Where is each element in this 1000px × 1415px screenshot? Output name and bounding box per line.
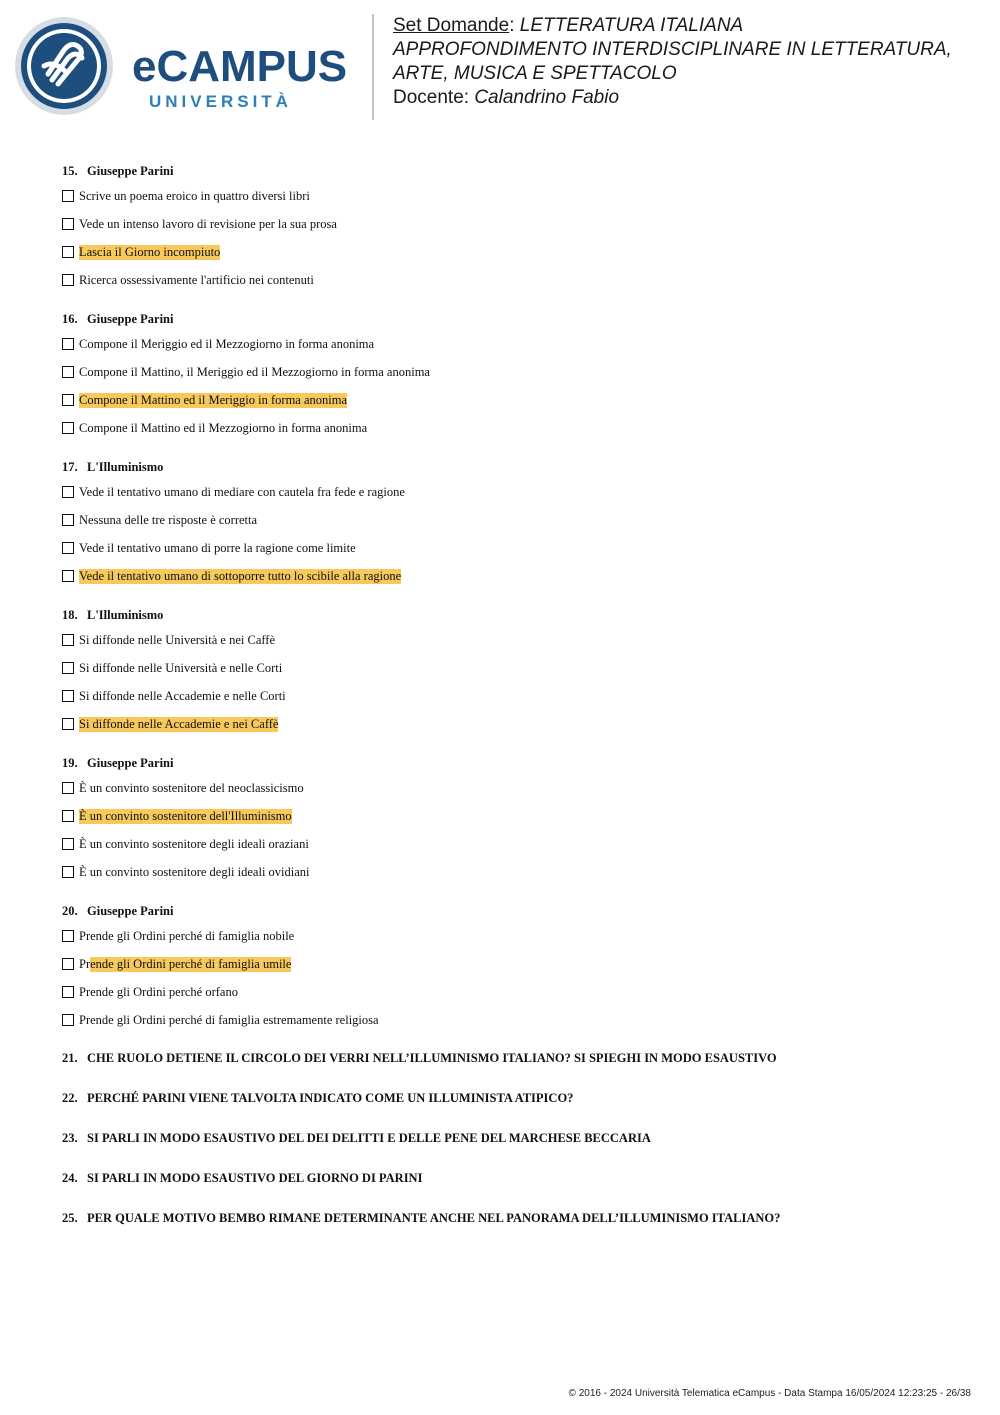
- checkbox[interactable]: [62, 274, 74, 286]
- checkbox[interactable]: [62, 366, 74, 378]
- option-text: Vede il tentativo umano di porre la ragione come limite: [79, 540, 356, 555]
- logo-text: eCAMPUS: [132, 42, 348, 91]
- open-question: [62, 1088, 962, 1128]
- answer-option[interactable]: [62, 534, 962, 562]
- question-text: Giuseppe Parini: [87, 756, 174, 770]
- question-title: [62, 752, 962, 774]
- option-text-highlighted: Lascia il Giorno incompiuto: [79, 244, 221, 259]
- question-title: [62, 308, 962, 330]
- header-divider: [372, 14, 374, 120]
- question-text: SI PARLI IN MODO ESAUSTIVO DEL DEI DELITTI E DELLE PENE DEL MARCHESE BECCARIA: [87, 1131, 651, 1145]
- answer-option[interactable]: [62, 682, 962, 710]
- answer-option[interactable]: [62, 950, 962, 978]
- question-text: L'Illuminismo: [87, 460, 164, 474]
- option-text: Vede il tentativo umano di mediare con cautela fra fede e ragione: [79, 484, 405, 499]
- option-text: Si diffonde nelle Università e nei Caffè: [79, 632, 276, 647]
- checkbox[interactable]: [62, 1014, 74, 1026]
- question-number: 22.: [62, 1091, 78, 1105]
- option-text-highlighted: È un convinto sostenitore dell'Illuminismo: [79, 808, 292, 823]
- subtitle-line2: ARTE, MUSICA E SPETTACOLO: [393, 63, 677, 84]
- docente-value: Calandrino Fabio: [474, 87, 620, 108]
- option-text: È un convinto sostenitore degli ideali oraziani: [79, 836, 309, 851]
- checkbox[interactable]: [62, 810, 74, 822]
- option-text: Ricerca ossessivamente l'artificio nei contenuti: [79, 272, 314, 287]
- checkbox[interactable]: [62, 718, 74, 730]
- docente-line: [393, 86, 983, 110]
- answer-option[interactable]: [62, 386, 962, 414]
- answer-option[interactable]: [62, 562, 962, 590]
- question-number: 24.: [62, 1171, 78, 1185]
- checkbox[interactable]: [62, 218, 74, 230]
- answer-option[interactable]: [62, 774, 962, 802]
- question-text: Giuseppe Parini: [87, 164, 174, 178]
- question-title: [62, 604, 962, 626]
- logo-subtext: UNIVERSITÀ: [149, 92, 292, 111]
- checkbox[interactable]: [62, 986, 74, 998]
- answer-option[interactable]: [62, 978, 962, 1006]
- answer-option[interactable]: [62, 654, 962, 682]
- checkbox[interactable]: [62, 486, 74, 498]
- checkbox[interactable]: [62, 958, 74, 970]
- answer-option[interactable]: [62, 1006, 962, 1034]
- question-number: 18.: [62, 608, 78, 622]
- answer-option[interactable]: [62, 238, 962, 266]
- option-text: Compone il Meriggio ed il Mezzogiorno in forma anonima: [79, 336, 375, 351]
- question-title: [62, 456, 962, 478]
- answer-option[interactable]: [62, 710, 962, 738]
- option-text: È un convinto sostenitore degli ideali ovidiani: [79, 864, 310, 879]
- answer-option[interactable]: [62, 266, 962, 294]
- question-block: [62, 752, 962, 886]
- option-text: Si diffonde nelle Accademie e nelle Corti: [79, 688, 286, 703]
- question-block: [62, 160, 962, 294]
- option-text: Si diffonde nelle Università e nelle Corti: [79, 660, 283, 675]
- option-text: Scrive un poema eroico in quattro diversi libri: [79, 188, 310, 203]
- question-number: 19.: [62, 756, 78, 770]
- option-text: Compone il Mattino ed il Mezzogiorno in forma anonima: [79, 420, 368, 435]
- question-block: [62, 604, 962, 738]
- option-text-highlighted: Compone il Mattino ed il Meriggio in forma anonima: [79, 392, 348, 407]
- set-line: Set Domande: LETTERATURA ITALIANA: [393, 15, 744, 36]
- checkbox[interactable]: [62, 394, 74, 406]
- option-text-prefix: Pr: [79, 956, 91, 971]
- question-block: [62, 900, 962, 1034]
- questions-list: [62, 160, 962, 1248]
- docente-label: Docente:: [393, 87, 470, 108]
- question-block: [62, 456, 962, 590]
- answer-option[interactable]: [62, 414, 962, 442]
- question-number: 25.: [62, 1211, 78, 1225]
- question-number: 16.: [62, 312, 78, 326]
- checkbox[interactable]: [62, 866, 74, 878]
- question-number: 17.: [62, 460, 78, 474]
- question-text: PER QUALE MOTIVO BEMBO RIMANE DETERMINANTE ANCHE NEL PANORAMA DELL’ILLUMINISMO ITALIANO?: [87, 1211, 781, 1225]
- page-footer: © 2016 - 2024 Università Telematica eCampus - Data Stampa 16/05/2024 12:23:25 - 26/38: [568, 1388, 971, 1399]
- question-block: [62, 308, 962, 442]
- checkbox[interactable]: [62, 246, 74, 258]
- question-text: Giuseppe Parini: [87, 312, 174, 326]
- answer-option[interactable]: [62, 210, 962, 238]
- question-text: SI PARLI IN MODO ESAUSTIVO DEL GIORNO DI PARINI: [87, 1171, 423, 1185]
- option-text: Prende gli Ordini perché orfano: [79, 984, 238, 999]
- checkbox[interactable]: [62, 662, 74, 674]
- answer-option[interactable]: [62, 182, 962, 210]
- option-text: Prende gli Ordini perché di famiglia estremamente religiosa: [79, 1012, 379, 1027]
- option-text-highlighted: Si diffonde nelle Accademie e nei Caffè: [79, 716, 279, 731]
- question-number: 23.: [62, 1131, 78, 1145]
- subtitle-line1: APPROFONDIMENTO INTERDISCIPLINARE IN LETTERATURA,: [393, 39, 952, 60]
- question-title: [62, 160, 962, 182]
- open-question: [62, 1048, 962, 1088]
- answer-option[interactable]: [62, 358, 962, 386]
- checkbox[interactable]: [62, 570, 74, 582]
- answer-option[interactable]: [62, 830, 962, 858]
- answer-option[interactable]: [62, 922, 962, 950]
- option-text: È un convinto sostenitore del neoclassicismo: [79, 780, 304, 795]
- checkbox[interactable]: [62, 190, 74, 202]
- open-question: [62, 1208, 962, 1248]
- answer-option[interactable]: [62, 506, 962, 534]
- checkbox[interactable]: [62, 690, 74, 702]
- checkbox[interactable]: [62, 514, 74, 526]
- option-text: Prende gli Ordini perché di famiglia nobile: [79, 928, 295, 943]
- checkbox[interactable]: [62, 542, 74, 554]
- checkbox[interactable]: [62, 422, 74, 434]
- question-number: 15.: [62, 164, 78, 178]
- checkbox[interactable]: [62, 782, 74, 794]
- question-number: 20.: [62, 904, 78, 918]
- option-text-highlighted: Vede il tentativo umano di sottoporre tutto lo scibile alla ragione: [79, 568, 402, 583]
- checkbox[interactable]: [62, 838, 74, 850]
- question-title: [62, 900, 962, 922]
- checkbox[interactable]: [62, 338, 74, 350]
- answer-option[interactable]: [62, 478, 962, 506]
- option-text: Compone il Mattino, il Meriggio ed il Mezzogiorno in forma anonima: [79, 364, 430, 379]
- checkbox[interactable]: [62, 634, 74, 646]
- question-text: Giuseppe Parini: [87, 904, 174, 918]
- question-text: CHE RUOLO DETIENE IL CIRCOLO DEI VERRI NELL’ILLUMINISMO ITALIANO? SI SPIEGHI IN MODO ESAUSTIVO: [87, 1051, 777, 1065]
- option-text: Nessuna delle tre risposte è corretta: [79, 512, 258, 527]
- page-header: [0, 0, 1000, 130]
- answer-option[interactable]: [62, 330, 962, 358]
- question-text: L'Illuminismo: [87, 608, 164, 622]
- ecampus-logo: [14, 14, 359, 118]
- option-text: Vede un intenso lavoro di revisione per la sua prosa: [79, 216, 337, 231]
- answer-option[interactable]: [62, 858, 962, 886]
- header-info: [393, 14, 983, 110]
- question-number: 21.: [62, 1051, 78, 1065]
- option-text-highlighted: ende gli Ordini perché di famiglia umile: [90, 956, 292, 971]
- set-value: LETTERATURA ITALIANA: [519, 15, 744, 36]
- open-question: [62, 1168, 962, 1208]
- open-question: [62, 1128, 962, 1168]
- question-text: PERCHÉ PARINI VIENE TALVOLTA INDICATO COME UN ILLUMINISTA ATIPICO?: [87, 1091, 574, 1105]
- answer-option[interactable]: [62, 626, 962, 654]
- set-label: Set Domande: [393, 15, 510, 36]
- checkbox[interactable]: [62, 930, 74, 942]
- answer-option[interactable]: [62, 802, 962, 830]
